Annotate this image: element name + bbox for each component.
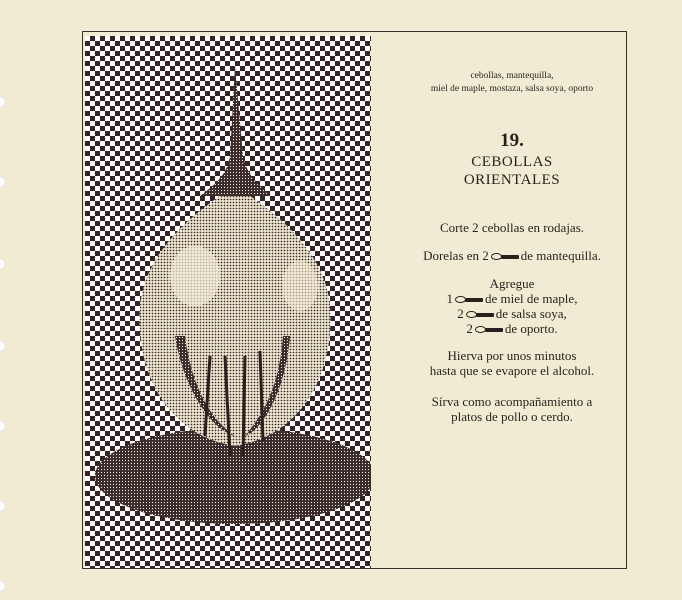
- step-5: [398, 394, 626, 424]
- step-2-pre: Dorelas en 2: [423, 248, 489, 263]
- ingredients-list: [398, 70, 626, 96]
- binder-hole: [0, 420, 6, 432]
- tablespoon-icon: [466, 311, 494, 319]
- binder-hole: [0, 96, 6, 108]
- step-3-line: [398, 306, 626, 321]
- step-1: Corte 2 cebollas en rodajas.: [439, 220, 585, 235]
- binder-hole: [0, 176, 6, 188]
- step-3-head: Agregue: [489, 276, 535, 291]
- qty: 1: [446, 291, 454, 306]
- item: de miel de maple,: [485, 291, 578, 306]
- tablespoon-icon: [475, 326, 503, 334]
- binder-hole: [0, 258, 6, 270]
- ingredients-line: cebollas, mantequilla,: [470, 71, 554, 81]
- qty: 2: [457, 306, 464, 321]
- tablespoon-icon: [491, 253, 519, 261]
- tablespoon-icon: [455, 296, 483, 304]
- binder-hole: [0, 580, 6, 592]
- qty: 2: [466, 321, 473, 336]
- recipe-number: 19.: [500, 130, 524, 151]
- item: de salsa soya,: [495, 306, 567, 321]
- step-4: [398, 348, 626, 378]
- binder-hole: [0, 340, 6, 352]
- step-4-line: hasta que se evapore el alcohol.: [429, 363, 595, 378]
- step-4-line: Hierva por unos minutos: [447, 348, 577, 363]
- step-2-post: de mantequilla.: [520, 248, 601, 263]
- ingredients-line: miel de maple, mostaza, salsa soya, oporto: [430, 84, 594, 94]
- title-line: ORIENTALES: [463, 172, 561, 188]
- onion-illustration: [85, 36, 371, 568]
- step-5-line: platos de pollo o cerdo.: [451, 409, 573, 424]
- step-3: [398, 276, 626, 336]
- step-2: [398, 248, 626, 263]
- title-line: CEBOLLAS: [471, 154, 553, 170]
- step-3-line: [398, 291, 626, 306]
- item: de oporto.: [504, 321, 558, 336]
- step-3-line: [398, 321, 626, 336]
- step-5-line: Sírva como acompañamiento a: [431, 394, 593, 409]
- binder-hole: [0, 500, 6, 512]
- recipe-title: [398, 153, 626, 189]
